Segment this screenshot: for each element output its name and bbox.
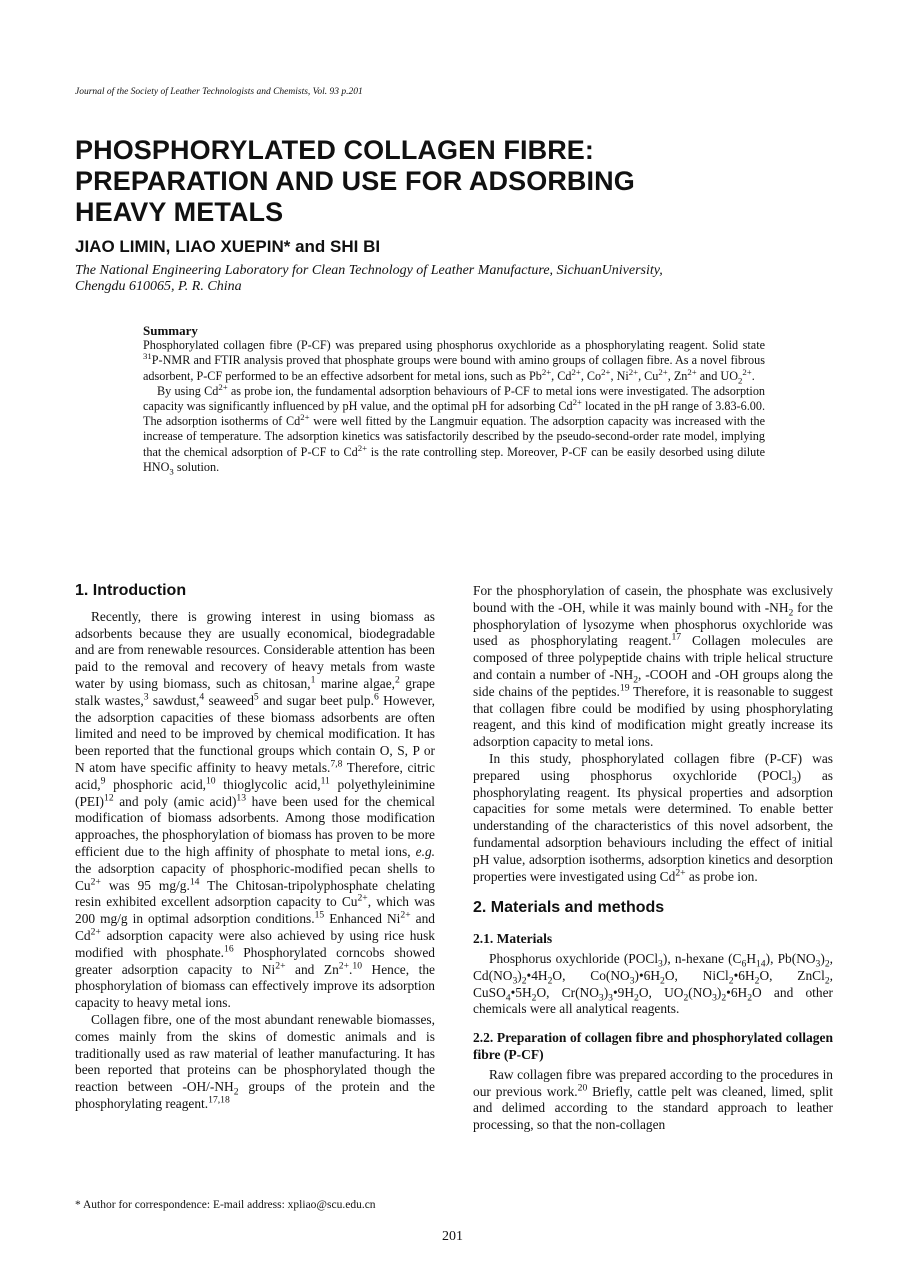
right-column bbox=[473, 583, 833, 1134]
title-line-3: HEAVY METALS bbox=[75, 197, 284, 227]
intro-paragraph-2: Collagen fibre, one of the most abundant renewable biomasses, comes mainly from the skins of domestic animals and is traditionally used as raw material of leather manufacturing. It has been reported that proteins can be phosphorylated though the reaction between $-OH/-NH_2$ groups of the protein and the phosphorylating reagent.$^{17,18}$ bbox=[75, 1011, 435, 1111]
page-number: 201 bbox=[442, 1229, 463, 1244]
materials-paragraph: Phosphorus oxychloride (POCl$_3$), n-hexane $(C_6H_{14})$, $Pb(NO_3)_2$, $Cd(NO_3)_2•4H_2O$, $Co(NO_3)•6H_2O$, $NiCl_2•6H_2O$, ZnCl$_2$, $CuSO_4•5H_2O$, $Cr(NO_3)_3•9H_2O$, $UO_2(NO_3)_2•6H_2O$ and other chemicals were all analytical reagents. bbox=[473, 950, 833, 1017]
preparation-heading: 2.2. Preparation of collagen fibre and phosphorylated collagen fibre (P-CF) bbox=[473, 1030, 833, 1062]
correspondence-footnote: * Author for correspondence: E-mail address: xpliao@scu.edu.cn bbox=[75, 1199, 376, 1211]
intro-paragraph-2-continued: For the phosphorylation of casein, the phosphate was exclusively bound with the -OH, while it was mainly bound with $-NH_2$ for the phosphorylation of lysozyme when phosphorus oxychloride was used as phosphorylating reagent.$^{17}$ Collagen molecules are composed of three polypeptide chains with triple helical structure and contain a number of $-NH_2$, -COOH and -OH groups along the side chains of the peptides.$^{19}$ Therefore, it is reasonable to suggest that collagen fibre could be modified by using phosphorylating reagent, and this kind of modification might greatly increase its adsorption capacity to metal ions. bbox=[473, 583, 833, 750]
left-column bbox=[75, 583, 435, 1113]
author-list: JIAO LIMIN, LIAO XUEPIN* and SHI BI bbox=[75, 237, 381, 256]
summary-paragraph-2: By using $Cd^{2+}$ as probe ion, the fundamental adsorption behaviours of P-CF to metal ions were investigated. The adsorption capacity was significantly influenced by pH value, and the optimal pH for adsorbing $Cd^{2+}$ located in the pH range of 3.83-6.00. The adsorption isotherms of $Cd^{2+}$ were well fitted by the Langmuir equation. The adsorption capacity was increased with the increase of temperature. The adsorption kinetics was satisfactorily described by the pseudo-second-order rate model, implying that the chemical adsorption of P-CF to $Cd^{2+}$ is the rate controlling step. Moreover, P-CF can be easily desorbed using dilute $HNO_3$ solution. bbox=[143, 381, 766, 477]
title-line-1: PHOSPHORYLATED COLLAGEN FIBRE: bbox=[75, 135, 595, 165]
paper-title bbox=[75, 135, 795, 228]
journal-citation: Journal of the Society of Leather Technologists and Chemists, Vol. 93 p.201 bbox=[75, 87, 363, 97]
summary-abstract bbox=[143, 323, 765, 475]
summary-heading: Summary bbox=[143, 323, 198, 338]
affiliation-line-2: Chengdu 610065, P. R. China bbox=[75, 279, 242, 294]
materials-heading: 2.1. Materials bbox=[473, 931, 553, 947]
introduction-heading: 1. Introduction bbox=[75, 582, 187, 599]
title-line-2: PREPARATION AND USE FOR ADSORBING bbox=[75, 166, 635, 196]
intro-paragraph-3: In this study, phosphorylated collagen fibre (P-CF) was prepared using phosphorus oxychloride (POCl$_3$) as phosphorylating reagent. Its physical properties and adsorption capacities for some metals were determined. To enable better understanding of the characteristics of this novel adsorbent, the fundamental adsorption behaviours including the effect of initial pH value, adsorption isotherms, adsorption kinetics and desorption properties were investigated using $Cd^{2+}$ as probe ion. bbox=[473, 750, 833, 884]
affiliation bbox=[75, 263, 795, 295]
preparation-paragraph: Raw collagen fibre was prepared according to the procedures in our previous work.$^{20}$ Briefly, cattle pelt was cleaned, limed, split and delimed according to the standard approach to leather processing, so that the non-collagen bbox=[473, 1066, 833, 1133]
summary-paragraph-1: Phosphorylated collagen fibre (P-CF) was prepared using phosphorus oxychloride as a phosphorylating reagent. Solid state $^{31}$P-NMR and FTIR analysis proved that phosphate groups were bound with amino groups of collagen fibre. As a novel fibrous adsorbent, P-CF performed to be an effective adsorbent for metal ions, such as $Pb^{2+}$, $Cd^{2+}$, $Co^{2+}$, $Ni^{2+}$, $Cu^{2+}$, $Zn^{2+}$ and $UO_2^{2+}$. bbox=[143, 338, 765, 386]
affiliation-line-1: The National Engineering Laboratory for Clean Technology of Leather Manufacture, SichuanUniversity, bbox=[75, 263, 663, 278]
methods-heading: 2. Materials and methods bbox=[473, 899, 665, 917]
intro-paragraph-1: Recently, there is growing interest in using biomass as adsorbents because they are usually economical, biodegradable and are from renewable resources. Considerable attention has been paid to the removal and recovery of heavy metals from waste water by using biomass, such as chitosan,$^1$ marine algae,$^2$ grape stalk wastes,$^3$ sawdust,$^4$ seaweed$^5$ and sugar beet pulp.$^6$ However, the adsorption capacities of these biomass adsorbents are often limited and need to be improved by chemical modification. It has been reported that the functional groups which contain O, S, P or N atom have specific affinity to heavy metals.$^{7,8}$ Therefore, citric acid,$^9$ phosphoric acid,$^{10}$ thioglycolic acid,$^{11}$ polyethyleinimine (PEI)$^{12}$ and poly (amic acid)$^{13}$ have been used for the chemical modification of biomass adsorbents. Among those modification approaches, the phosphorylation of biomass has proven to be more efficient due to the high affinity of phosphate to metal ions, e.g. the adsorption capacity of phosphoric-modified pecan shells to $Cu^{2+}$ was 95 mg/g.$^{14}$ The Chitosan-tripolyphosphate chelating resin exhibited excellent adsorption capacity to $Cu^{2+}$, which was 200 mg/g in optimal adsorption conditions.$^{15}$ Enhanced $Ni^{2+}$ and $Cd^{2+}$ adsorption capacity were also achieved by using rice husk modified with phosphate.$^{16}$ Phosphorylated corncobs showed greater adsorption capacity to $Ni^{2+}$ and $Zn^{2+}.^{10}$ Hence, the phosphorylation of biomass can effectively improve its adsorption capacity to heavy metal ions. bbox=[75, 608, 436, 1011]
